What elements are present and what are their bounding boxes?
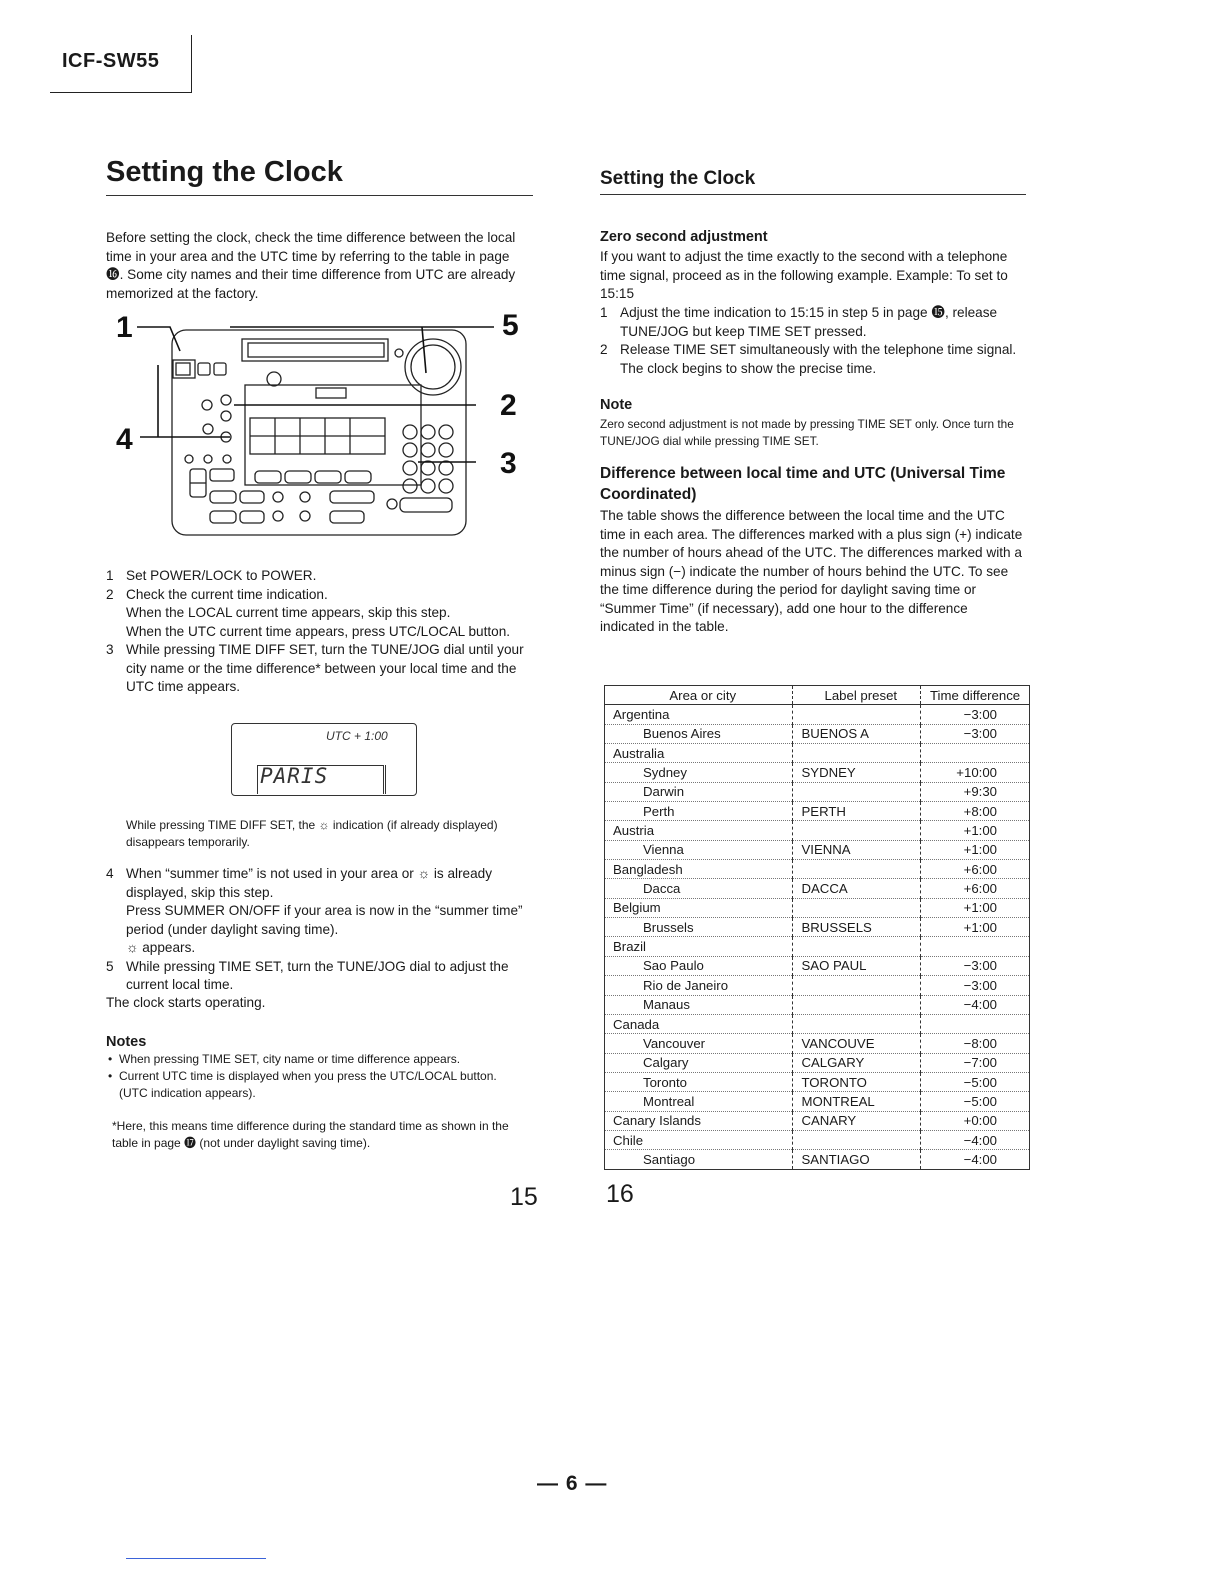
cell-time-difference: −5:00 (921, 1072, 1030, 1091)
cell-label-preset: BRUSSELS (793, 918, 921, 937)
cell-label-preset (793, 821, 921, 840)
cell-area: Canary Islands (605, 1111, 793, 1130)
setup-steps-a (106, 567, 526, 697)
cell-area: Perth (605, 802, 793, 821)
cell-area: Canada (605, 1014, 793, 1033)
cell-time-difference (921, 744, 1030, 763)
cell-label-preset: VIENNA (793, 840, 921, 859)
cell-time-difference: −5:00 (921, 1092, 1030, 1111)
notes-list (108, 1051, 528, 1102)
table-row (605, 1053, 1030, 1072)
cell-area: Vancouver (605, 1034, 793, 1053)
cell-label-preset: CALGARY (793, 1053, 921, 1072)
column-header-area: Area or city (605, 686, 793, 705)
left-title-rule (106, 195, 533, 196)
callout-4: 4 (116, 423, 133, 456)
cell-label-preset (793, 1014, 921, 1033)
table-row (605, 879, 1030, 898)
cell-area: Brussels (605, 918, 793, 937)
cell-area: Vienna (605, 840, 793, 859)
cell-area: Chile (605, 1130, 793, 1149)
table-row (605, 918, 1030, 937)
page-number-left: 15 (510, 1183, 538, 1211)
table-row (605, 724, 1030, 743)
cell-label-preset (793, 898, 921, 917)
table-row (605, 840, 1030, 859)
lcd-city-name: PARIS (260, 764, 329, 788)
table-row (605, 976, 1030, 995)
step-item: 2 Release TIME SET simultaneously with the telephone time signal. The clock begins to show the precise time. (600, 342, 1017, 376)
page-number-right: 16 (606, 1180, 634, 1208)
cell-label-preset: DACCA (793, 879, 921, 898)
table-row (605, 956, 1030, 975)
header-divider (191, 35, 192, 93)
cell-area: Sydney (605, 763, 793, 782)
left-title: Setting the Clock (106, 156, 343, 188)
table-header-row (605, 686, 1030, 705)
cell-time-difference: −4:00 (921, 1150, 1030, 1169)
cell-time-difference (921, 937, 1030, 956)
cell-time-difference: +8:00 (921, 802, 1030, 821)
cell-area: Australia (605, 744, 793, 763)
cell-label-preset: SANTIAGO (793, 1150, 921, 1169)
cell-area: Calgary (605, 1053, 793, 1072)
difference-text: The table shows the difference between the local time and the UTC time in each area. The differences marked with a plus sign (+) indicate the number of hours ahead of the UTC. The differences marked with a minus sign (−) indicate the number of hours behind the UTC. To see the time difference during the period for daylight saving time or “Summer Time” (if necessary), add one hour to the difference indicated in the table. (600, 508, 1023, 634)
cell-label-preset: PERTH (793, 802, 921, 821)
cell-area: Darwin (605, 782, 793, 801)
cell-label-preset: CANARY (793, 1111, 921, 1130)
display-panel (245, 385, 421, 485)
table-row (605, 705, 1030, 724)
cell-time-difference (921, 1014, 1030, 1033)
column-header-difference: Time difference (921, 686, 1030, 705)
cell-time-difference: −7:00 (921, 1053, 1030, 1072)
step-item: 1 Set POWER/LOCK to POWER. (106, 568, 317, 583)
table-row (605, 1072, 1030, 1091)
table-row (605, 1014, 1030, 1033)
cell-area: Brazil (605, 937, 793, 956)
cell-label-preset: SYDNEY (793, 763, 921, 782)
cell-label-preset (793, 705, 921, 724)
note-heading: Note (600, 397, 633, 413)
cell-area: Manaus (605, 995, 793, 1014)
step-item: 3 While pressing TIME DIFF SET, turn the TUNE/JOG dial until your city name or the time difference* between your local time and the UTC time appears. (106, 642, 524, 694)
setup-steps-b (106, 865, 536, 995)
callout-5: 5 (502, 309, 519, 342)
cell-time-difference: −4:00 (921, 1130, 1030, 1149)
cell-label-preset: TORONTO (793, 1072, 921, 1091)
time-difference-table (604, 685, 1030, 1170)
cell-area: Santiago (605, 1150, 793, 1169)
step-item: 4 When “summer time” is not used in your area or ☼ is already displayed, skip this step. Press SUMMER ON/OFF if your area is now in the “summer time” period (under daylight saving time). ☼ appears. (106, 866, 523, 955)
cell-label-preset (793, 995, 921, 1014)
callout-2: 2 (500, 389, 517, 422)
note-item: • Current UTC time is displayed when you press the UTC/LOCAL button. (UTC indication appears). (108, 1068, 528, 1102)
header-rule (50, 92, 192, 93)
closing-text: The clock starts operating. (106, 995, 266, 1010)
cell-time-difference: +1:00 (921, 918, 1030, 937)
cell-label-preset (793, 1130, 921, 1149)
cell-area: Dacca (605, 879, 793, 898)
table-row (605, 1150, 1030, 1169)
cell-time-difference: −3:00 (921, 976, 1030, 995)
cell-area: Austria (605, 821, 793, 840)
cell-time-difference: −4:00 (921, 995, 1030, 1014)
lcd-utc-readout: UTC + 1:00 (326, 729, 388, 743)
cell-time-difference: −3:00 (921, 956, 1030, 975)
cell-area: Sao Paulo (605, 956, 793, 975)
tune-jog-dial-icon (405, 339, 461, 395)
bottom-link-line (126, 1558, 266, 1559)
table-row (605, 995, 1030, 1014)
table-row (605, 1111, 1030, 1130)
cell-time-difference: +10:00 (921, 763, 1030, 782)
cell-time-difference: −3:00 (921, 705, 1030, 724)
cell-label-preset: SAO PAUL (793, 956, 921, 975)
notes-heading: Notes (106, 1034, 147, 1050)
cell-area: Bangladesh (605, 860, 793, 879)
cell-label-preset (793, 782, 921, 801)
intro-paragraph: Before setting the clock, check the time difference between the local time in your area and the UTC time by referring to the table in page ⓰. Some city names and their time difference from UTC are already memorized at the factory. (106, 230, 516, 301)
cell-time-difference: +1:00 (921, 898, 1030, 917)
callout-1: 1 (116, 311, 133, 344)
note-item: • When pressing TIME SET, city name or time difference appears. (108, 1051, 528, 1068)
table-row (605, 821, 1030, 840)
cell-label-preset: VANCOUVE (793, 1034, 921, 1053)
cell-area: Argentina (605, 705, 793, 724)
cell-area: Rio de Janeiro (605, 976, 793, 995)
lcd-caption: While pressing TIME DIFF SET, the ☼ indication (if already displayed) disappears temporarily. (126, 818, 498, 849)
cell-label-preset: MONTREAL (793, 1092, 921, 1111)
step-item: 1 Adjust the time indication to 15:15 in step 5 in page ⓯, release TUNE/JOG but keep TIME SET pressed. (600, 305, 998, 339)
cell-label-preset (793, 937, 921, 956)
antenna-slot (242, 339, 388, 361)
cell-time-difference: +6:00 (921, 860, 1030, 879)
zero-second-heading: Zero second adjustment (600, 229, 768, 245)
right-title: Setting the Clock (600, 168, 756, 189)
model-name: ICF-SW55 (62, 50, 160, 72)
cell-label-preset (793, 744, 921, 763)
table-row (605, 802, 1030, 821)
cell-time-difference: −3:00 (921, 724, 1030, 743)
cell-label-preset: BUENOS A (793, 724, 921, 743)
cell-time-difference: −8:00 (921, 1034, 1030, 1053)
table-row (605, 782, 1030, 801)
table-row (605, 1092, 1030, 1111)
table-row (605, 1130, 1030, 1149)
cell-area: Buenos Aires (605, 724, 793, 743)
cell-time-difference: +9:30 (921, 782, 1030, 801)
table-row (605, 1034, 1030, 1053)
zero-second-text: If you want to adjust the time exactly to the second with a telephone time signal, proceed as in the following example. Example: To set to 15:15 (600, 249, 1008, 301)
table-row (605, 898, 1030, 917)
step-item: 5 While pressing TIME SET, turn the TUNE/JOG dial to adjust the current local time. (106, 958, 509, 992)
callout-3: 3 (500, 447, 517, 480)
table-row (605, 937, 1030, 956)
cell-time-difference: +1:00 (921, 840, 1030, 859)
cell-time-difference: +1:00 (921, 821, 1030, 840)
right-title-rule (600, 194, 1026, 195)
cell-time-difference: +0:00 (921, 1111, 1030, 1130)
cell-area: Belgium (605, 898, 793, 917)
cell-time-difference: +6:00 (921, 879, 1030, 898)
difference-heading: Difference between local time and UTC (Universal Time Coordinated) (600, 465, 1006, 503)
table-row (605, 763, 1030, 782)
footnote: *Here, this means time difference during the standard time as shown in the table in page ⓱ (not under daylight saving time). (112, 1119, 509, 1150)
radio-diagram (110, 305, 530, 545)
column-header-label: Label preset (793, 686, 921, 705)
note-text: Zero second adjustment is not made by pressing TIME SET only. Once turn the TUNE/JOG dial while pressing TIME SET. (600, 417, 1014, 448)
cell-area: Toronto (605, 1072, 793, 1091)
cell-label-preset (793, 860, 921, 879)
table-row (605, 860, 1030, 879)
zero-second-steps (600, 304, 1025, 378)
cell-label-preset (793, 976, 921, 995)
step-item: 2 Check the current time indication. When the LOCAL current time appears, skip this step. When the UTC current time appears, press UTC/LOCAL button. (106, 586, 511, 639)
cell-area: Montreal (605, 1092, 793, 1111)
table-row (605, 744, 1030, 763)
page-footer-number: — 6 — (537, 1472, 608, 1495)
